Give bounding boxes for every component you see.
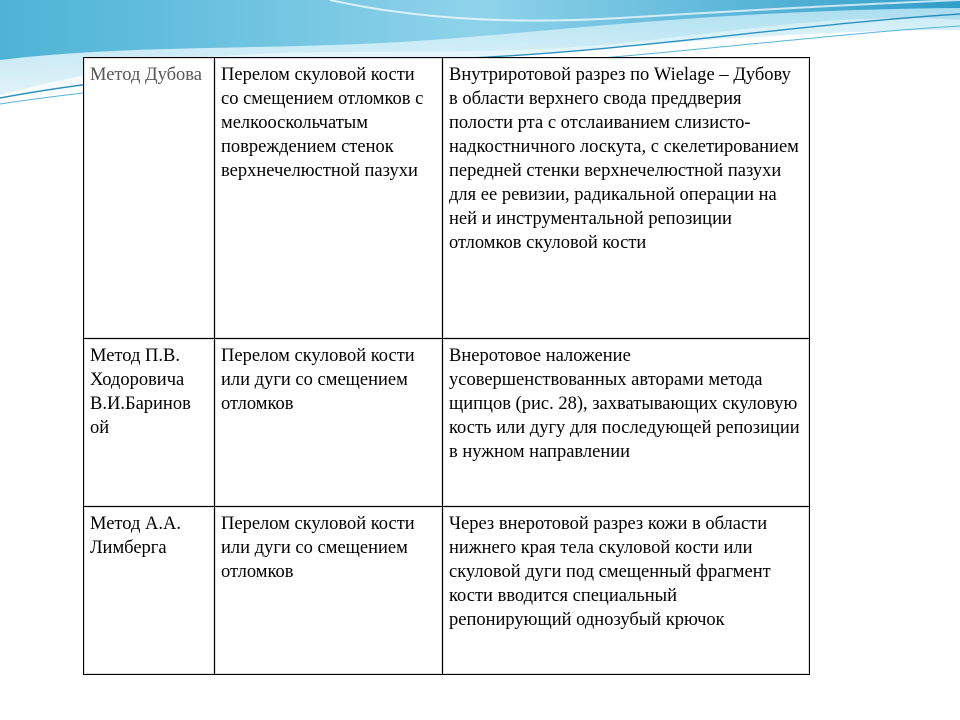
indication-text: Перелом скуловой кости или дуги со смещением отломков bbox=[221, 514, 415, 583]
methods-table-container bbox=[83, 57, 810, 675]
table-row bbox=[84, 58, 810, 339]
indication-cell bbox=[215, 58, 443, 339]
description-cell bbox=[443, 58, 810, 339]
method-cell bbox=[84, 339, 215, 507]
indication-cell bbox=[215, 507, 443, 675]
method-name: Метод А.А. Лимберга bbox=[90, 514, 181, 559]
method-name: Метод П.В. Ходоровича В.И.Баринов ой bbox=[90, 346, 191, 439]
table-row bbox=[84, 507, 810, 675]
description-text: Внутриротовой разрез по Wielage – Дубову в области верхнего свода преддверия полости рта с отслаиванием слизисто-надкостничного лоскута, с скелетированием передней стенки верхнечелюстной пазухи для ее ревизии, радикальной операции на ней и инструментальной репозиции отломков скуловой кости bbox=[449, 65, 799, 253]
indication-text: Перелом скуловой кости со смещением отломков с мелкооскольчатым повреждением стенок верхнечелюстной пазухи bbox=[221, 65, 424, 181]
description-text: Внеротовое наложение усовершенствованных авторами метода щипцов (рис. 28), захватывающих скуловую кость или дугу для последующей репозиции в нужном направлении bbox=[449, 346, 800, 463]
description-cell bbox=[443, 507, 810, 675]
description-text: Через внеротовой разрез кожи в области нижнего края тела скуловой кости или скуловой дуги под смещенный фрагмент кости вводится специальный репонирующий однозубый крючок bbox=[449, 514, 771, 631]
indication-text: Перелом скуловой кости или дуги со смещением отломков bbox=[221, 346, 415, 415]
indication-cell bbox=[215, 339, 443, 507]
method-cell bbox=[84, 58, 215, 339]
table-row bbox=[84, 339, 810, 507]
method-cell bbox=[84, 507, 215, 675]
methods-table bbox=[83, 57, 810, 675]
description-cell bbox=[443, 339, 810, 507]
method-name: Метод Дубова bbox=[90, 65, 203, 85]
